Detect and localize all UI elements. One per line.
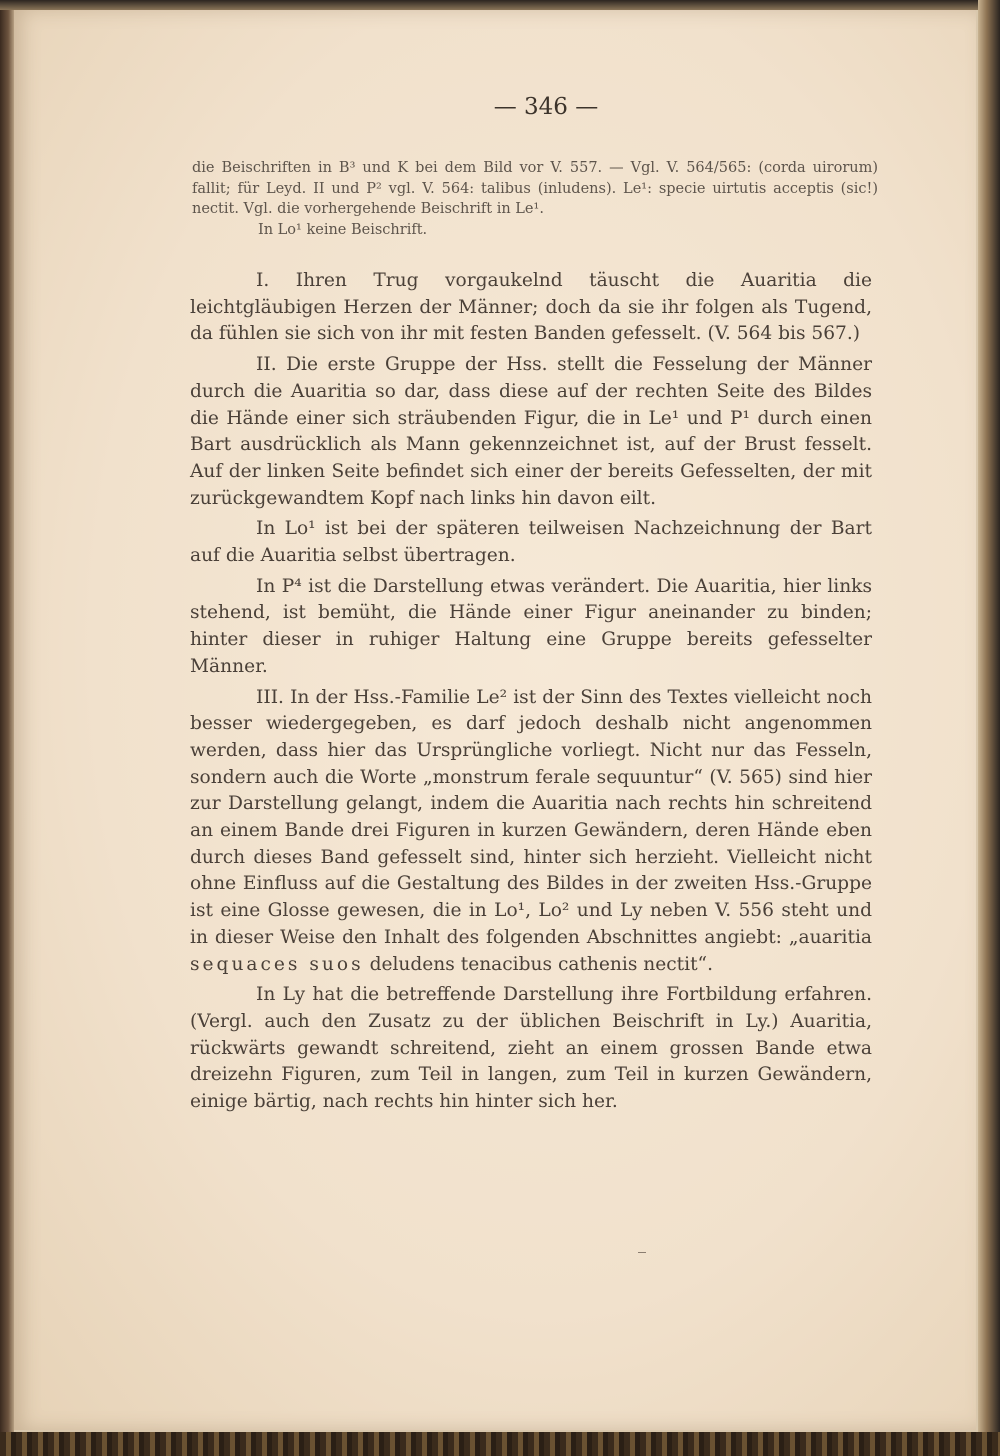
- book-page: [14, 10, 976, 1430]
- book-spine-edge: [0, 0, 14, 1456]
- page-number: — 346 —: [493, 94, 599, 120]
- note-line: die Beischriften in B³ und K bei dem Bild vor V. 557. — Vgl. V. 564/565: (corda uirorum) fallit; für Leyd. II und P² vgl. V. 564: talibus (inludens). Le¹: specie uirtutis acceptis (sic!) nectit. Vgl. die vorhergehende Beischrift in Le¹.: [192, 160, 878, 217]
- stray-mark: [638, 1252, 646, 1253]
- paragraph: In Ly hat die betreffende Darstellung ihre Fortbildung erfahren. (Vergl. auch den Zusatz zu der üblichen Beischrift in Ly.) Auaritia, rückwärts gewandt schreitend, zieht an einem grossen Bande etwa dreizehn Figuren, zum Teil in langen, zum Teil in kurzen Gewändern, einige bärtig, nach rechts hin hinter sich her.: [190, 984, 872, 1113]
- paragraph: I. Ihren Trug vorgaukelnd täuscht die Auaritia die leichtgläubigen Herzen der Männer; doch da sie ihr folgen als Tugend, da fühlen sie sich von ihr mit festen Banden gefesselt. (V. 564 bis 567.): [190, 270, 872, 345]
- main-text: [190, 268, 872, 1120]
- paragraph-text: deludens tenacibus cathenis nectit“.: [369, 953, 713, 975]
- paragraph: [190, 685, 872, 979]
- paragraph: In P⁴ ist die Darstellung etwas verändert. Die Auaritia, hier links stehend, ist bemüht, die Hände einer Figur aneinander zu binden; hinter dieser in ruhiger Haltung eine Gruppe bereits gefesselter Männer.: [190, 575, 872, 677]
- note-line: In Lo¹ keine Beischrift.: [258, 221, 428, 238]
- right-page-edge: [978, 0, 1000, 1456]
- paragraph: In Lo¹ ist bei der späteren teilweisen Nachzeichnung der Bart auf die Auaritia selbst übertragen.: [190, 518, 872, 567]
- spaced-text: sequaces suos: [190, 953, 364, 975]
- footnote-block: [192, 158, 878, 240]
- paragraph-text: III. In der Hss.-Familie Le² ist der Sinn des Textes vielleicht noch besser wiedergegeben, es darf jedoch deshalb nicht angenommen werden, dass hier das Ursprüngliche vorliegt. Nicht nur das Fesseln, sondern auch die Worte „monstrum ferale sequuntur“ (V. 565) sind hier zur Darstellung gelangt, indem die Auaritia nach rechts hin schreitend an einem Bande drei Figuren in kurzen Gewändern, deren Hände eben durch dieses Band gefesselt sind, hinter sich herzieht. Vielleicht nicht ohne Einfluss auf die Gestaltung des Bildes in der zweiten Hss.-Gruppe ist eine Glosse gewesen, die in Lo¹, Lo² und Ly neben V. 556 steht und in dieser Weise den Inhalt des folgenden Abschnittes angiebt: „auaritia: [190, 686, 872, 948]
- paragraph: II. Die erste Gruppe der Hss. stellt die Fesselung der Männer durch die Auaritia so dar, dass diese auf der rechten Seite des Bildes die Hände einer sich sträubenden Figur, die in Le¹ und P¹ durch einen Bart ausdrücklich als Mann gekennzeichnet ist, auf der Brust fesselt. Auf der linken Seite befindet sich einer der bereits Gefesselten, der mit zurückgewandtem Kopf nach links hin davon eilt.: [190, 354, 872, 509]
- bottom-edge: [0, 1432, 1000, 1456]
- top-edge: [0, 0, 1000, 10]
